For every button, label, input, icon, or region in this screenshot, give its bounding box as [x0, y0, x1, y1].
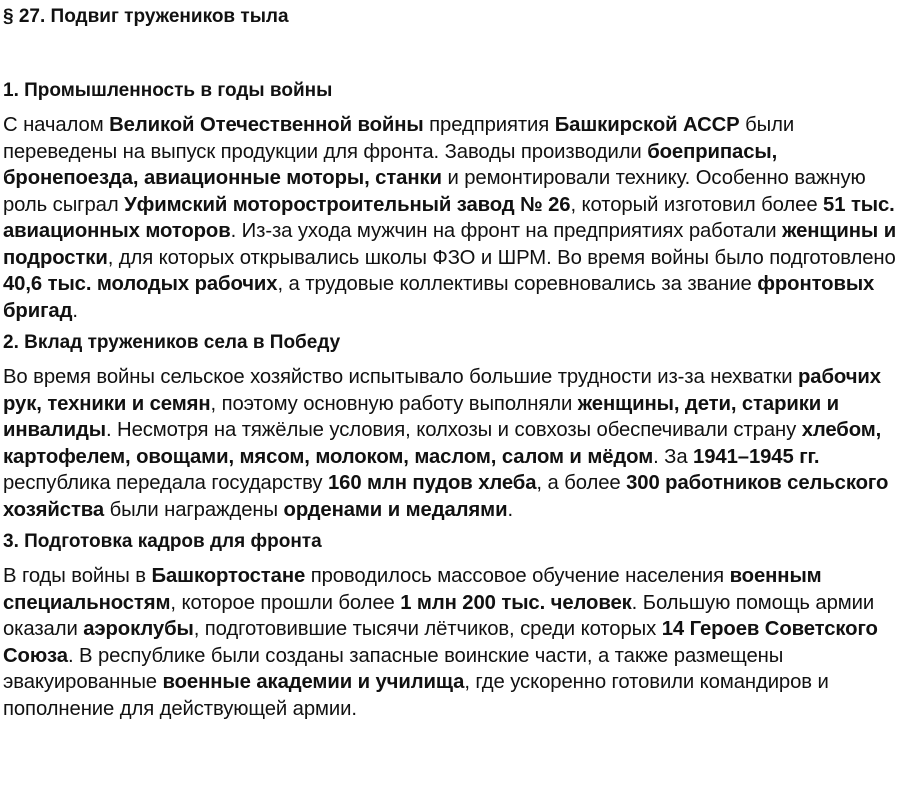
page-title: § 27. Подвиг тружеников тыла [3, 6, 289, 27]
text-run: . [72, 299, 78, 322]
section-paragraph-industry [3, 112, 913, 324]
bold-term: женщины и подростки [3, 220, 897, 269]
bold-term: женщины, дети, старики и инвалиды [3, 392, 840, 441]
bold-term: Уфимский моторостроительный завод № 26 [124, 193, 571, 216]
text-run: , которое прошли более [170, 591, 401, 614]
text-run: были награждены [104, 498, 284, 521]
text-run: , а трудовые коллективы соревновались за звание [277, 273, 758, 295]
text-run: , а более [536, 472, 627, 494]
text-run: были переведены на выпуск продукции для фронта. Заводы производили [3, 114, 795, 163]
bold-term: военным специальностям [3, 565, 822, 614]
section-industry [3, 78, 913, 324]
text-run: и ремонтировали технику. Особенно важную роль сыграл [3, 167, 866, 216]
bold-term: Башкортостане [151, 565, 306, 587]
bold-term: военные академии и училища [162, 671, 465, 693]
bold-term: 40,6 тыс. молодых рабочих [3, 273, 278, 295]
text-run: В годы войны в [3, 565, 152, 587]
bold-term: Великой Отечественной войны [109, 114, 424, 136]
text-run: . Большую помощь армии оказали [3, 591, 875, 640]
bold-term: аэроклубы [83, 618, 194, 640]
section-paragraph-training [3, 563, 913, 722]
bold-term: орденами и медалями [283, 498, 508, 521]
section-heading-training: 3. Подготовка кадров для фронта [3, 531, 322, 552]
bold-term: 1 млн 200 тыс. человек [400, 591, 632, 614]
text-run: Во время войны сельское хозяйство испытывало большие трудности из-за нехватки [3, 366, 799, 388]
bold-term: 160 млн пудов хлеба [327, 472, 537, 494]
text-run: проводилось массовое обучение населения [305, 565, 730, 587]
bold-term: боеприпасы, бронепоезда, авиационные моторы, станки [3, 140, 778, 189]
section-training [3, 529, 913, 722]
bold-term: 1941–1945 гг. [693, 445, 820, 468]
bold-term: Башкирской АССР [554, 114, 740, 136]
text-run: , где ускоренно готовили командиров и пополнение для действующей армии. [3, 671, 829, 720]
bold-term: фронтовых бригад [3, 273, 875, 322]
bold-term: 300 работников сельского хозяйства [3, 472, 889, 521]
bold-term: 51 тыс. авиационных моторов [3, 193, 895, 242]
bold-term: 14 Героев Советского Союза [3, 618, 878, 667]
text-run: предприятия [423, 114, 555, 136]
text-run: , который изготовил более [570, 193, 824, 216]
text-run: . Из-за ухода мужчин на фронт на предприятиях работали [230, 220, 783, 242]
text-run: республика передала государству [3, 472, 328, 494]
text-run: . В республике были созданы запасные воинские части, а также размещены эвакуированные [3, 644, 784, 693]
document-page [3, 0, 913, 728]
text-run: , для которых открывались школы ФЗО и ШРМ. Во время войны было подготовлено [107, 246, 896, 269]
bold-term: хлебом, картофелем, овощами, мясом, молоком, маслом, салом и мёдом [3, 419, 882, 468]
text-run: . За [653, 445, 694, 468]
section-paragraph-village [3, 364, 913, 523]
text-run: , поэтому основную работу выполняли [210, 392, 578, 415]
text-run: . Несмотря на тяжёлые условия, колхозы и совхозы обеспечивали страну [105, 419, 802, 441]
section-heading-village: 2. Вклад тружеников села в Победу [3, 332, 341, 353]
section-village [3, 330, 913, 523]
section-heading-industry: 1. Промышленность в годы войны [3, 80, 333, 101]
bold-term: рабочих рук, техники и семян [3, 366, 881, 415]
text-run: . [507, 498, 513, 521]
text-run: С началом [3, 114, 110, 136]
text-run: , подготовившие тысячи лётчиков, среди которых [193, 618, 662, 640]
